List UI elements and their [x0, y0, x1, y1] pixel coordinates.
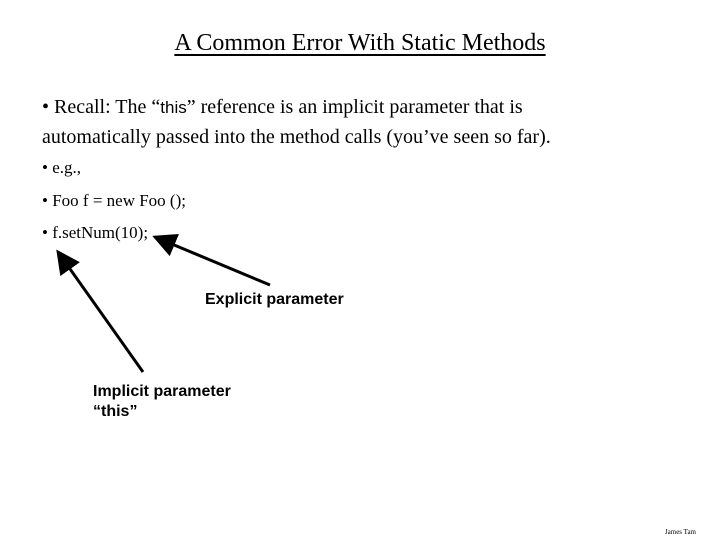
slide-title: A Common Error With Static Methods: [174, 30, 546, 56]
recall-text-start: • Recall: The “: [42, 96, 161, 118]
bullet-recall-line2: automatically passed into the method calls (you’ve seen so far).: [42, 126, 551, 148]
footer-author: James Tam: [664, 528, 696, 536]
implicit-parameter-label: Implicit parameter: [93, 383, 231, 400]
this-keyword: this: [160, 98, 187, 117]
explicit-parameter-arrow: [155, 237, 270, 285]
recall-text-end: ” reference is an implicit parameter that is: [186, 96, 523, 118]
explicit-parameter-label: Explicit parameter: [205, 291, 344, 308]
bullet-foo-declaration: • Foo f = new Foo ();: [42, 191, 186, 210]
bullet-setnum-call: • f.setNum(10);: [42, 223, 149, 242]
implicit-parameter-this-label: “this”: [93, 403, 138, 420]
bullet-eg: • e.g.,: [42, 158, 81, 177]
implicit-parameter-arrow: [58, 252, 143, 372]
